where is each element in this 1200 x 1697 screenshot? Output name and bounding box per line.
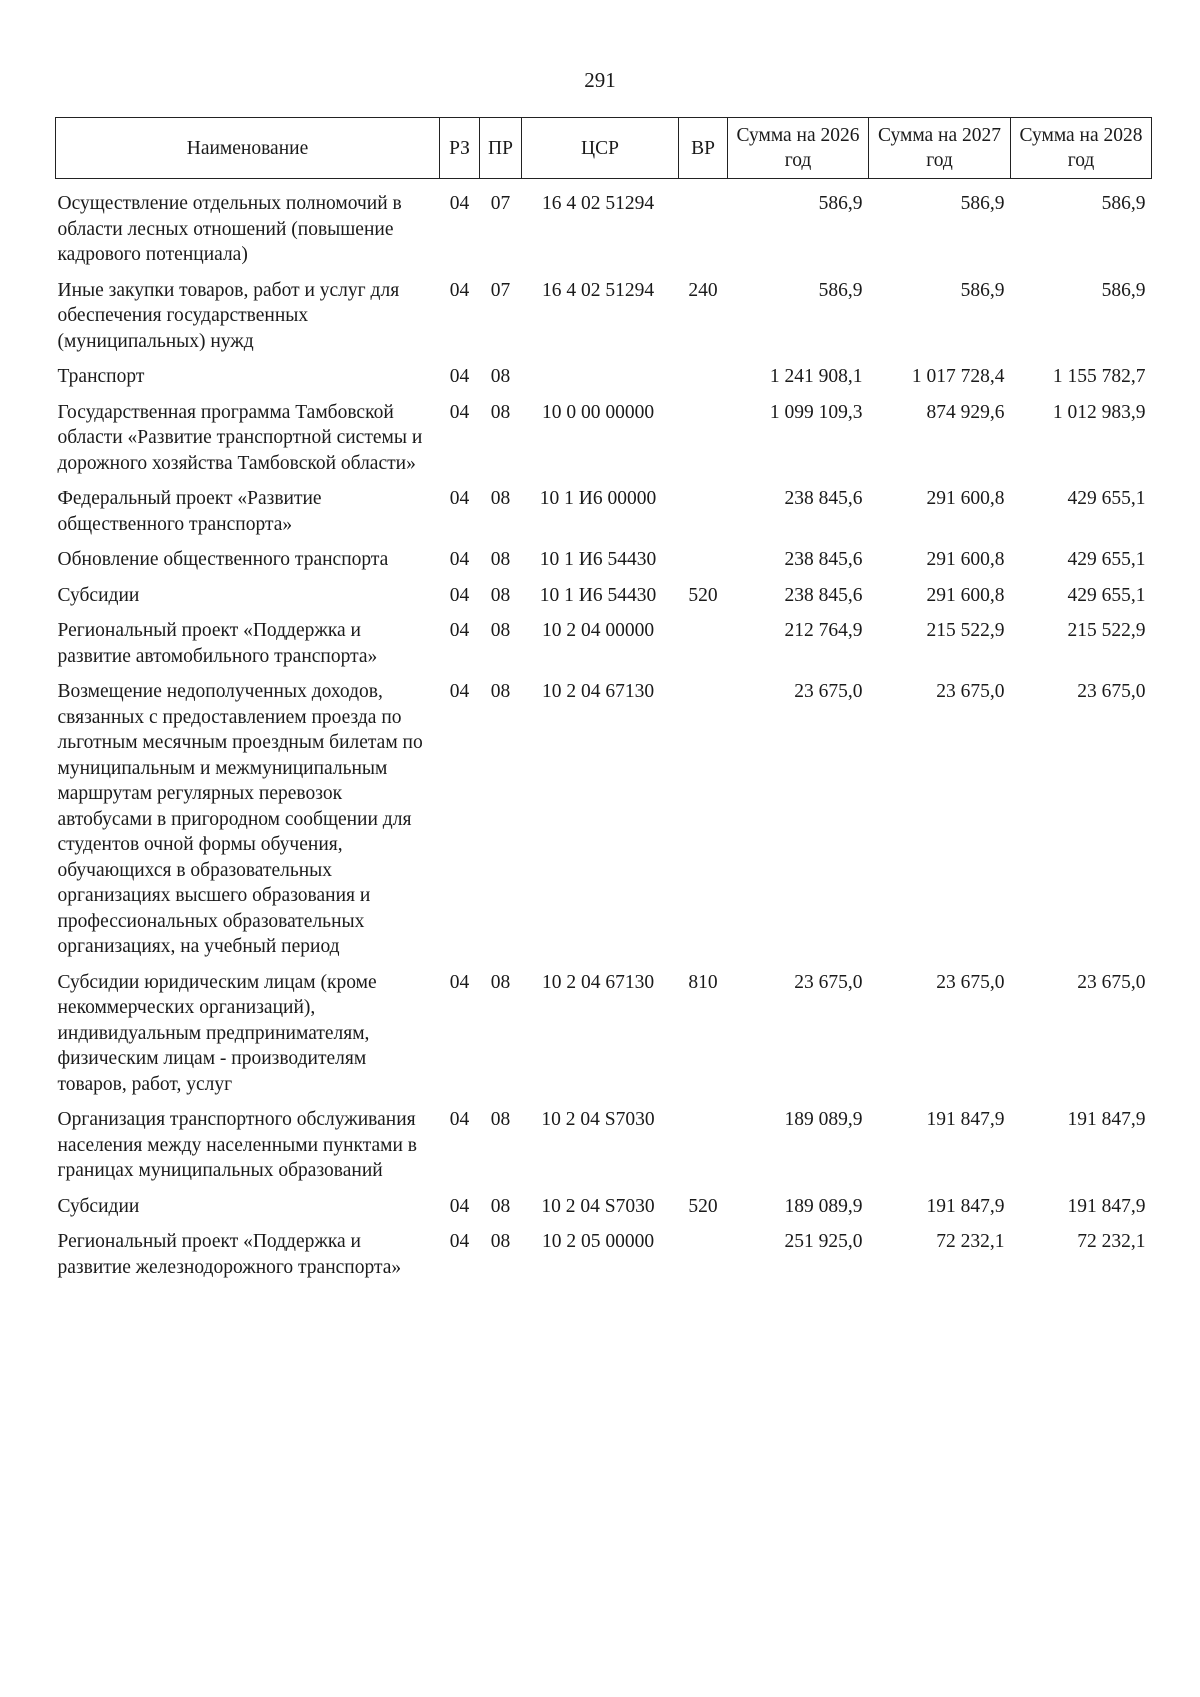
cell-pr: 08	[490, 681, 511, 702]
cell-sum-2026: 238 845,6	[784, 584, 863, 606]
cell-sum-2026: 23 675,0	[794, 971, 863, 993]
cell-pr: 08	[490, 1195, 511, 1217]
cell-sum-2027: 586,9	[960, 193, 1005, 214]
table-row	[56, 395, 1152, 482]
cell-csr: 10 2 05 00000	[541, 1231, 655, 1252]
cell-pr: 08	[490, 620, 511, 641]
cell-vr	[679, 359, 728, 395]
cell-vr	[679, 542, 728, 578]
cell-vr: 810	[688, 971, 718, 993]
cell-sum-2027: 215 522,9	[926, 620, 1005, 641]
cell-rz: 04	[449, 1231, 470, 1252]
cell-vr: 240	[688, 279, 718, 301]
cell-vr	[679, 613, 728, 674]
table-row	[56, 613, 1152, 674]
cell-rz: 04	[449, 1109, 470, 1130]
table-row	[56, 273, 1152, 360]
cell-name: Субсидии	[57, 584, 140, 606]
header-sum-2028: Сумма на 2028 год	[1011, 118, 1152, 179]
cell-sum-2027: 1 017 728,4	[911, 366, 1005, 387]
cell-vr: 520	[688, 1195, 718, 1217]
cell-name: Организация транспортного обслуживания населения между населенными пунктами в границах муниципальных образований	[57, 1109, 418, 1181]
cell-csr: 10 0 00 00000	[541, 401, 655, 423]
cell-pr: 07	[490, 279, 511, 301]
cell-vr	[679, 481, 728, 542]
cell-sum-2026: 1 099 109,3	[769, 401, 863, 423]
cell-sum-2028: 586,9	[1101, 279, 1146, 301]
cell-csr: 10 1 И6 54430	[539, 549, 657, 570]
cell-rz: 04	[449, 366, 470, 387]
cell-pr: 08	[490, 584, 511, 606]
cell-csr	[522, 359, 679, 395]
cell-name: Федеральный проект «Развитие общественного транспорта»	[57, 488, 322, 535]
cell-pr: 08	[490, 488, 511, 509]
table-row	[56, 674, 1152, 965]
table-row	[56, 359, 1152, 395]
cell-pr: 08	[490, 366, 511, 387]
table-row	[56, 481, 1152, 542]
cell-sum-2026: 189 089,9	[784, 1109, 863, 1130]
cell-rz: 04	[449, 488, 470, 509]
cell-csr: 10 2 04 S7030	[541, 1109, 655, 1130]
cell-sum-2027: 291 600,8	[926, 584, 1005, 606]
cell-vr	[679, 674, 728, 965]
cell-rz: 04	[449, 549, 470, 570]
header-name: Наименование	[56, 118, 440, 179]
cell-name: Иные закупки товаров, работ и услуг для обеспечения государственных (муниципальных) нужд	[57, 279, 400, 352]
cell-name: Субсидии	[57, 1195, 140, 1217]
cell-pr: 07	[490, 193, 511, 214]
cell-rz: 04	[449, 279, 470, 301]
cell-sum-2028: 586,9	[1101, 193, 1146, 214]
cell-sum-2028: 429 655,1	[1067, 549, 1146, 570]
page-number: 291	[584, 68, 616, 92]
cell-rz: 04	[449, 971, 470, 993]
cell-name: Обновление общественного транспорта	[57, 549, 389, 570]
header-sum-2027: Сумма на 2027 год	[869, 118, 1011, 179]
cell-csr: 10 1 И6 54430	[539, 584, 657, 606]
cell-sum-2027: 291 600,8	[926, 549, 1005, 570]
cell-rz: 04	[449, 681, 470, 702]
cell-vr	[679, 179, 728, 273]
table-row	[56, 1189, 1152, 1225]
cell-sum-2028: 72 232,1	[1077, 1231, 1146, 1252]
cell-pr: 08	[490, 971, 511, 993]
cell-sum-2028: 429 655,1	[1067, 584, 1146, 606]
budget-table	[55, 117, 1152, 1285]
cell-csr: 16 4 02 51294	[541, 279, 655, 301]
cell-sum-2028: 215 522,9	[1067, 620, 1146, 641]
cell-sum-2027: 191 847,9	[926, 1195, 1005, 1217]
cell-name: Осуществление отдельных полномочий в области лесных отношений (повышение кадрового потенциала)	[57, 193, 402, 265]
cell-name: Возмещение недополученных доходов, связанных с предоставлением проезда по льготным месячным проездным билетам по муниципальным и межмуниципальным маршрутам регулярных перевозок автобусами в пригородном сообщении для студентов очной формы обучения, обучающихся в образовательных организациях высшего образования и профессиональных образовательных организациях, на учебный период	[57, 681, 423, 957]
cell-sum-2027: 586,9	[960, 279, 1005, 301]
cell-pr: 08	[490, 1231, 511, 1252]
cell-sum-2028: 1 012 983,9	[1052, 401, 1146, 423]
cell-pr: 08	[490, 549, 511, 570]
cell-csr: 10 2 04 67130	[541, 971, 655, 993]
cell-sum-2026: 1 241 908,1	[769, 366, 863, 387]
cell-vr	[679, 1102, 728, 1189]
header-rz: РЗ	[440, 118, 480, 179]
cell-sum-2027: 874 929,6	[926, 401, 1005, 423]
cell-sum-2026: 212 764,9	[784, 620, 863, 641]
header-sum-2026: Сумма на 2026 год	[728, 118, 869, 179]
table-row	[56, 578, 1152, 614]
cell-sum-2026: 586,9	[818, 279, 863, 301]
cell-sum-2026: 238 845,6	[784, 549, 863, 570]
cell-sum-2027: 191 847,9	[926, 1109, 1005, 1130]
cell-sum-2028: 191 847,9	[1067, 1109, 1146, 1130]
table-row	[56, 542, 1152, 578]
cell-sum-2027: 291 600,8	[926, 488, 1005, 509]
cell-sum-2028: 1 155 782,7	[1052, 366, 1146, 387]
table-row	[56, 1102, 1152, 1189]
table-row	[56, 179, 1152, 273]
table-header-row	[56, 118, 1152, 179]
cell-rz: 04	[449, 584, 470, 606]
cell-vr	[679, 1224, 728, 1285]
cell-sum-2028: 23 675,0	[1077, 971, 1146, 993]
cell-name: Региональный проект «Поддержка и развитие железнодорожного транспорта»	[57, 1231, 402, 1278]
cell-sum-2027: 23 675,0	[936, 971, 1005, 993]
header-csr: ЦСР	[522, 118, 679, 179]
cell-csr: 16 4 02 51294	[541, 193, 655, 214]
cell-name: Региональный проект «Поддержка и развитие автомобильного транспорта»	[57, 620, 378, 667]
cell-rz: 04	[449, 1195, 470, 1217]
cell-csr: 10 2 04 S7030	[541, 1195, 655, 1217]
cell-vr: 520	[688, 584, 718, 606]
cell-name: Государственная программа Тамбовской области «Развитие транспортной системы и дорожного хозяйства Тамбовской области»	[57, 401, 423, 474]
cell-name: Субсидии юридическим лицам (кроме некоммерческих организаций), индивидуальным предпринимателям, физическим лицам - производителям товаров, работ, услуг	[57, 971, 377, 1095]
cell-sum-2027: 72 232,1	[936, 1231, 1005, 1252]
cell-pr: 08	[490, 401, 511, 423]
cell-rz: 04	[449, 401, 470, 423]
table-body	[56, 179, 1152, 1286]
cell-csr: 10 2 04 00000	[541, 620, 655, 641]
cell-rz: 04	[449, 620, 470, 641]
cell-sum-2026: 586,9	[818, 193, 863, 214]
cell-sum-2026: 189 089,9	[784, 1195, 863, 1217]
cell-csr: 10 1 И6 00000	[539, 488, 657, 509]
cell-rz: 04	[449, 193, 470, 214]
table-row	[56, 965, 1152, 1103]
cell-sum-2026: 23 675,0	[794, 681, 863, 702]
cell-pr: 08	[490, 1109, 511, 1130]
cell-csr: 10 2 04 67130	[541, 681, 655, 702]
cell-sum-2026: 238 845,6	[784, 488, 863, 509]
cell-sum-2028: 23 675,0	[1077, 681, 1146, 702]
cell-sum-2028: 191 847,9	[1067, 1195, 1146, 1217]
cell-sum-2026: 251 925,0	[784, 1231, 863, 1252]
cell-vr	[679, 395, 728, 482]
cell-sum-2028: 429 655,1	[1067, 488, 1146, 509]
header-vr: ВР	[679, 118, 728, 179]
table-row	[56, 1224, 1152, 1285]
header-pr: ПР	[480, 118, 522, 179]
cell-name: Транспорт	[57, 366, 145, 387]
cell-sum-2027: 23 675,0	[936, 681, 1005, 702]
